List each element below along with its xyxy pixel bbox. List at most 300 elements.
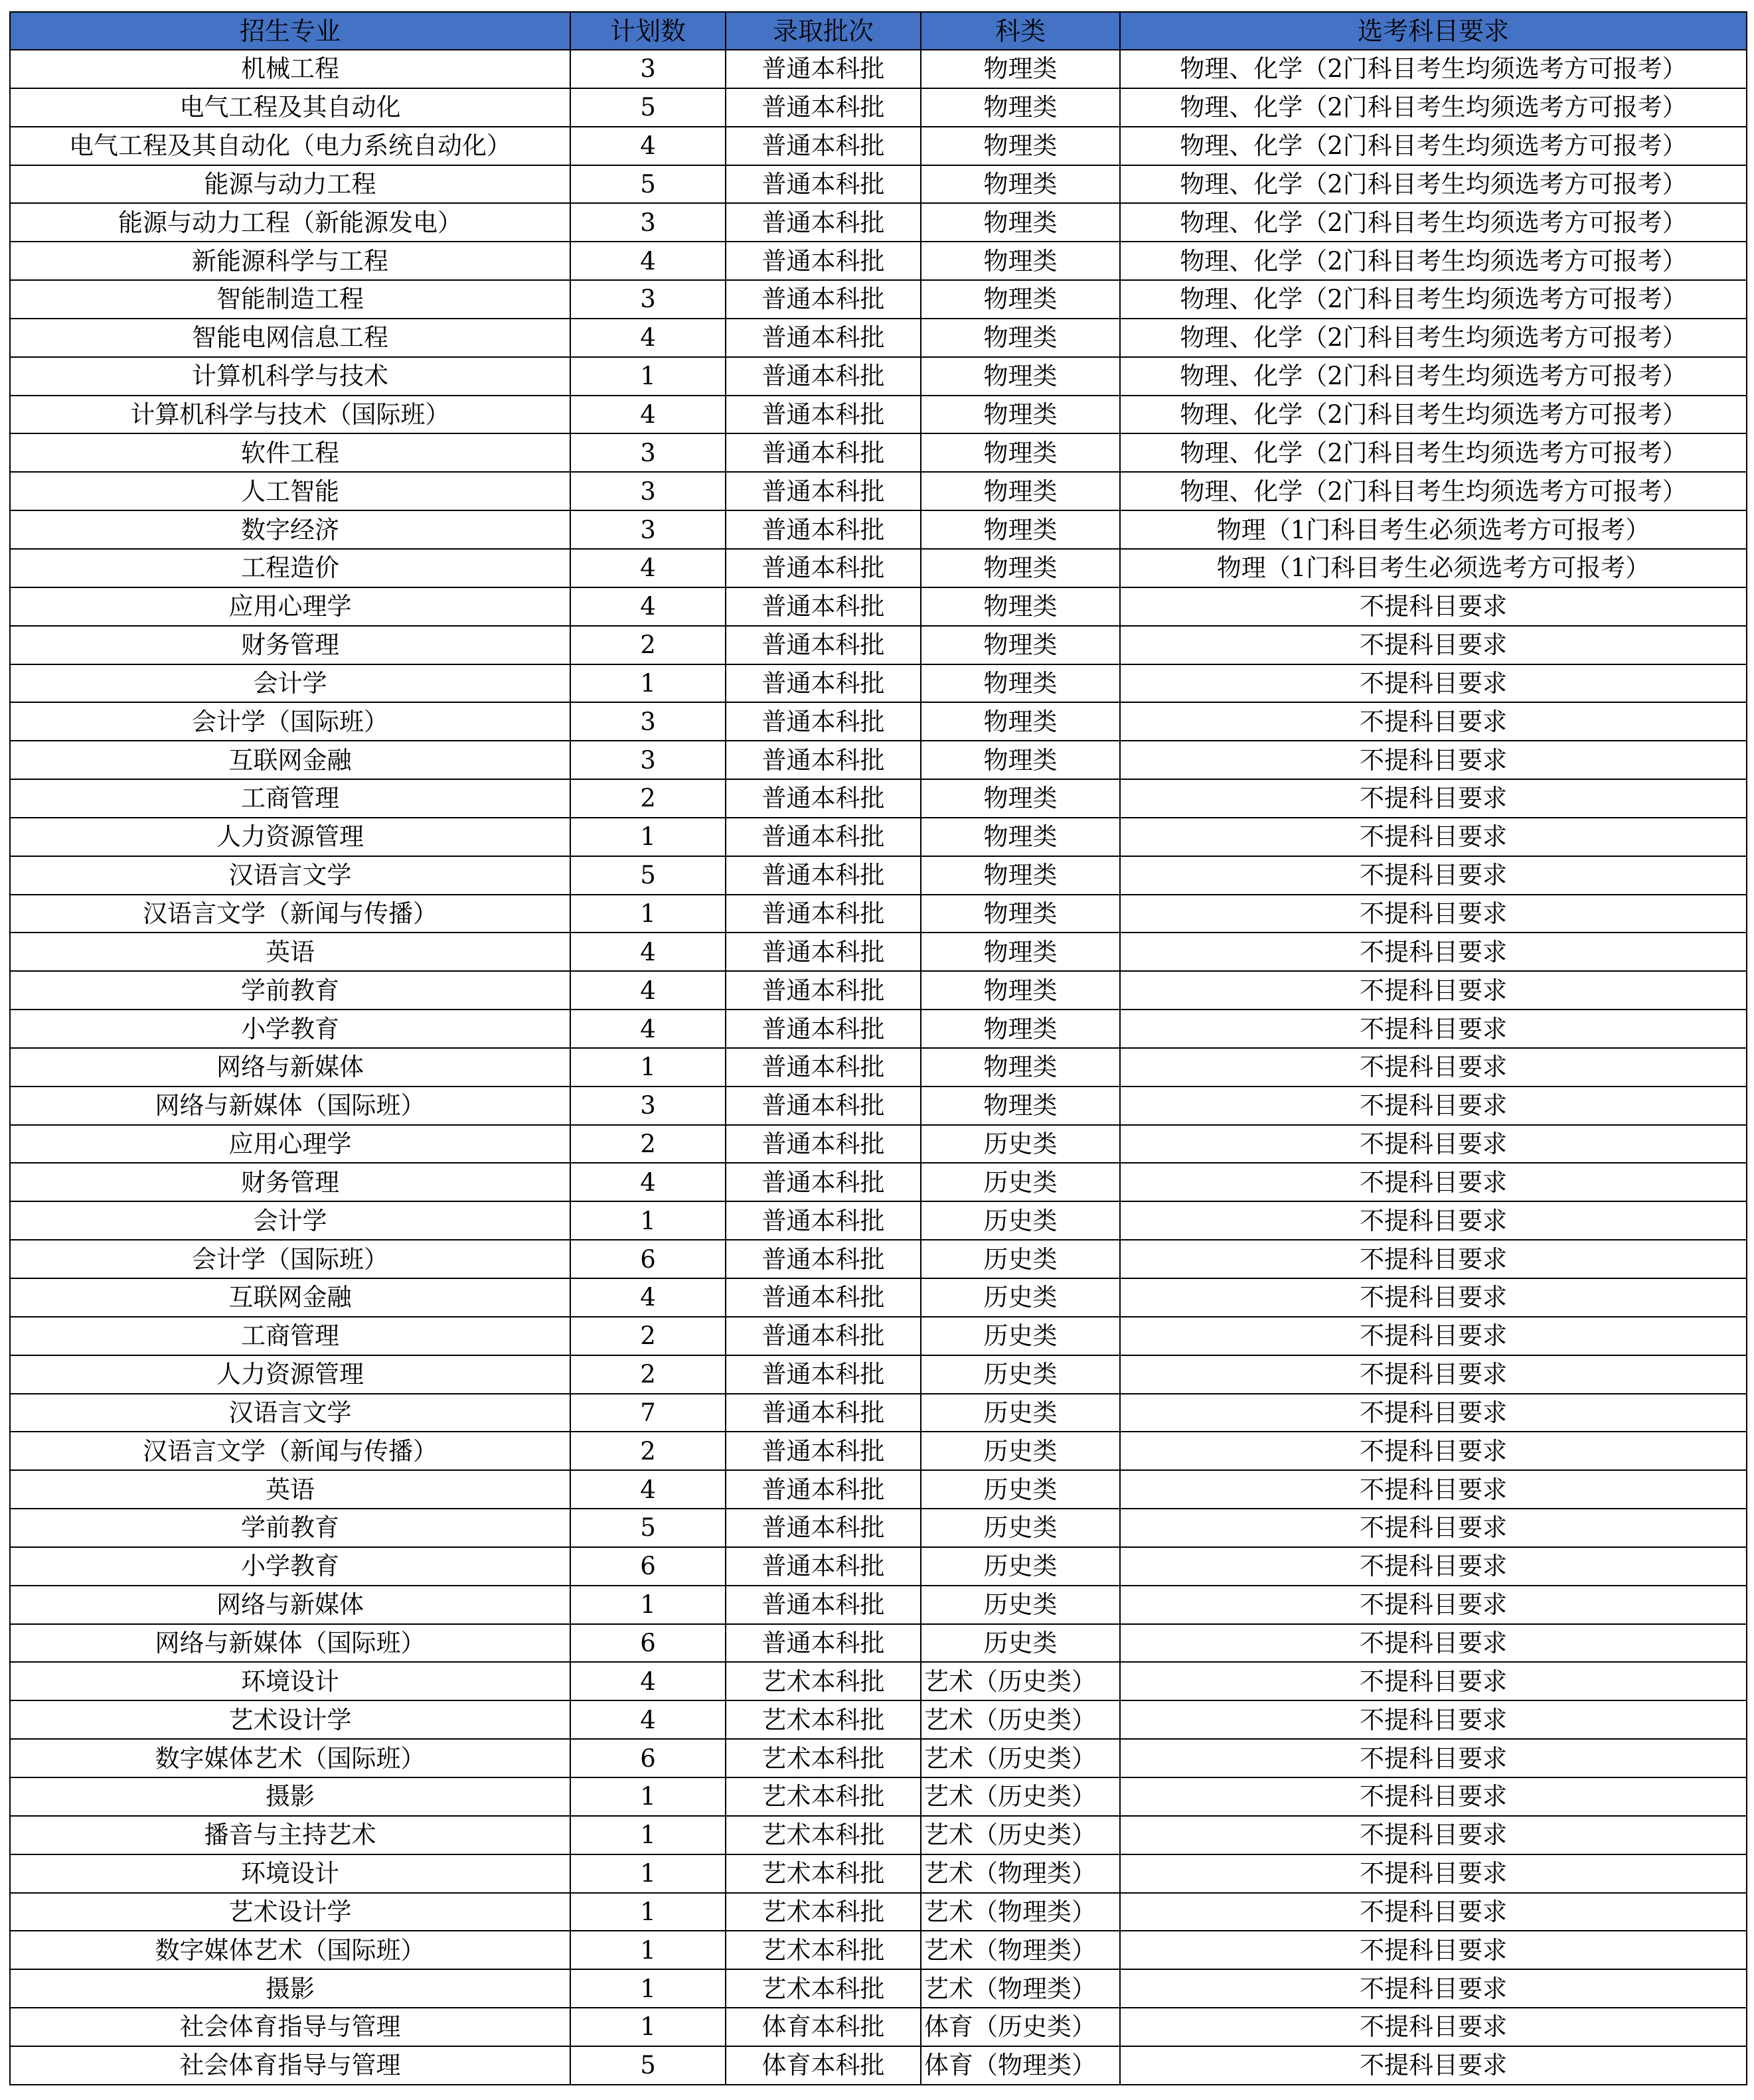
subject-requirement-cell: 不提科目要求 [1120,1854,1747,1893]
category-cell: 艺术（历史类） [921,1777,1120,1816]
plan-count-cell: 4 [570,319,726,357]
table-row [10,472,1747,510]
major-cell: 网络与新媒体 [10,1586,570,1624]
plan-count-cell: 3 [570,472,726,510]
major-cell: 能源与动力工程 [10,165,570,204]
subject-requirement-cell: 不提科目要求 [1120,1201,1747,1240]
table-row [10,1201,1747,1240]
major-cell: 工商管理 [10,779,570,818]
table-row [10,1125,1747,1163]
table-body [10,50,1747,2085]
category-cell: 体育（历史类） [921,2008,1120,2046]
header-row [10,12,1747,50]
subject-requirement-cell: 不提科目要求 [1120,1931,1747,1969]
plan-count-cell: 6 [570,1739,726,1777]
table-row [10,280,1747,319]
admission-batch-cell: 普通本科批 [726,127,921,165]
plan-count-cell: 4 [570,1662,726,1700]
plan-count-cell: 1 [570,664,726,703]
major-cell: 数字经济 [10,510,570,549]
category-cell: 物理类 [921,626,1120,664]
subject-requirement-cell: 不提科目要求 [1120,1048,1747,1087]
table-row [10,895,1747,933]
plan-count-cell: 3 [570,510,726,549]
table-row [10,1739,1747,1777]
table-row [10,50,1747,88]
category-cell: 物理类 [921,895,1120,933]
admission-batch-cell: 普通本科批 [726,1278,921,1317]
table-row [10,1931,1747,1969]
table-row [10,1509,1747,1547]
admission-batch-cell: 艺术本科批 [726,1854,921,1893]
major-cell: 工程造价 [10,549,570,587]
category-cell: 艺术（物理类） [921,1969,1120,2008]
category-cell: 物理类 [921,1087,1120,1125]
plan-count-cell: 1 [570,1201,726,1240]
subject-requirement-cell: 不提科目要求 [1120,1586,1747,1624]
major-cell: 社会体育指导与管理 [10,2046,570,2085]
table-row [10,818,1747,856]
subject-requirement-cell: 不提科目要求 [1120,1087,1747,1125]
category-cell: 历史类 [921,1163,1120,1201]
admission-batch-cell: 普通本科批 [726,895,921,933]
admission-batch-cell: 普通本科批 [726,1586,921,1624]
subject-requirement-cell: 不提科目要求 [1120,1010,1747,1048]
table-row [10,1662,1747,1700]
subject-requirement-cell: 不提科目要求 [1120,1969,1747,2008]
admission-batch-cell: 艺术本科批 [726,1739,921,1777]
plan-count-cell: 6 [570,1240,726,1278]
plan-count-cell: 1 [570,1048,726,1087]
admission-batch-cell: 普通本科批 [726,664,921,703]
table-row [10,549,1747,587]
category-cell: 艺术（历史类） [921,1816,1120,1854]
admission-batch-cell: 普通本科批 [726,1240,921,1278]
major-cell: 会计学 [10,664,570,703]
subject-requirement-cell: 不提科目要求 [1120,741,1747,779]
admission-batch-cell: 普通本科批 [726,280,921,319]
table-row [10,1777,1747,1816]
category-cell: 物理类 [921,779,1120,818]
admission-batch-cell: 普通本科批 [726,319,921,357]
category-cell: 物理类 [921,88,1120,127]
subject-requirement-cell: 不提科目要求 [1120,1240,1747,1278]
header-subject-requirement: 选考科目要求 [1120,12,1747,50]
major-cell: 小学教育 [10,1010,570,1048]
category-cell: 物理类 [921,587,1120,626]
subject-requirement-cell: 物理、化学（2门科目考生均须选考方可报考） [1120,433,1747,472]
major-cell: 小学教育 [10,1547,570,1586]
category-cell: 物理类 [921,510,1120,549]
subject-requirement-cell: 不提科目要求 [1120,1893,1747,1931]
subject-requirement-cell: 物理、化学（2门科目考生均须选考方可报考） [1120,127,1747,165]
subject-requirement-cell: 物理、化学（2门科目考生均须选考方可报考） [1120,165,1747,204]
major-cell: 播音与主持艺术 [10,1816,570,1854]
major-cell: 电气工程及其自动化 [10,88,570,127]
major-cell: 会计学 [10,1201,570,1240]
category-cell: 物理类 [921,433,1120,472]
admission-batch-cell: 普通本科批 [726,1624,921,1663]
admission-batch-cell: 普通本科批 [726,472,921,510]
admission-batch-cell: 普通本科批 [726,510,921,549]
category-cell: 历史类 [921,1201,1120,1240]
table-row [10,1317,1747,1355]
table-row [10,510,1747,549]
subject-requirement-cell: 不提科目要求 [1120,1509,1747,1547]
major-cell: 新能源科学与工程 [10,242,570,280]
admission-batch-cell: 普通本科批 [726,587,921,626]
table-row [10,357,1747,396]
subject-requirement-cell: 不提科目要求 [1120,626,1747,664]
category-cell: 物理类 [921,856,1120,895]
table-row [10,396,1747,434]
major-cell: 汉语言文学 [10,856,570,895]
subject-requirement-cell: 物理、化学（2门科目考生均须选考方可报考） [1120,50,1747,88]
admission-batch-cell: 普通本科批 [726,1087,921,1125]
category-cell: 体育（物理类） [921,2046,1120,2085]
major-cell: 环境设计 [10,1662,570,1700]
major-cell: 数字媒体艺术（国际班） [10,1739,570,1777]
plan-count-cell: 5 [570,2046,726,2085]
subject-requirement-cell: 物理、化学（2门科目考生均须选考方可报考） [1120,203,1747,242]
subject-requirement-cell: 不提科目要求 [1120,1125,1747,1163]
category-cell: 物理类 [921,203,1120,242]
admission-batch-cell: 普通本科批 [726,1394,921,1432]
table-row [10,1624,1747,1663]
category-cell: 物理类 [921,127,1120,165]
table-row [10,933,1747,971]
plan-count-cell: 1 [570,1816,726,1854]
subject-requirement-cell: 不提科目要求 [1120,1432,1747,1470]
major-cell: 应用心理学 [10,587,570,626]
admission-batch-cell: 艺术本科批 [726,1893,921,1931]
plan-count-cell: 4 [570,127,726,165]
category-cell: 艺术（物理类） [921,1931,1120,1969]
major-cell: 智能制造工程 [10,280,570,319]
table-row [10,1278,1747,1317]
table-row [10,779,1747,818]
admission-batch-cell: 普通本科批 [726,1355,921,1394]
plan-count-cell: 4 [570,1010,726,1048]
category-cell: 历史类 [921,1547,1120,1586]
admission-batch-cell: 普通本科批 [726,1163,921,1201]
major-cell: 财务管理 [10,1163,570,1201]
table-row [10,1854,1747,1893]
header-category: 科类 [921,12,1120,50]
category-cell: 历史类 [921,1317,1120,1355]
plan-count-cell: 4 [570,1278,726,1317]
category-cell: 历史类 [921,1355,1120,1394]
major-cell: 工商管理 [10,1317,570,1355]
table-row [10,1394,1747,1432]
plan-count-cell: 1 [570,1931,726,1969]
admission-batch-cell: 普通本科批 [726,50,921,88]
major-cell: 会计学（国际班） [10,1240,570,1278]
category-cell: 物理类 [921,50,1120,88]
category-cell: 历史类 [921,1432,1120,1470]
major-cell: 计算机科学与技术 [10,357,570,396]
header-plan-count: 计划数 [570,12,726,50]
admission-batch-cell: 普通本科批 [726,1432,921,1470]
plan-count-cell: 3 [570,280,726,319]
category-cell: 物理类 [921,1048,1120,1087]
subject-requirement-cell: 物理、化学（2门科目考生均须选考方可报考） [1120,319,1747,357]
major-cell: 人工智能 [10,472,570,510]
category-cell: 物理类 [921,971,1120,1010]
subject-requirement-cell: 不提科目要求 [1120,1547,1747,1586]
admission-batch-cell: 普通本科批 [726,433,921,472]
plan-count-cell: 3 [570,203,726,242]
subject-requirement-cell: 不提科目要求 [1120,1278,1747,1317]
plan-count-cell: 1 [570,2008,726,2046]
plan-count-cell: 7 [570,1394,726,1432]
table-row [10,1470,1747,1509]
admission-batch-cell: 普通本科批 [726,549,921,587]
plan-count-cell: 2 [570,1317,726,1355]
subject-requirement-cell: 物理、化学（2门科目考生均须选考方可报考） [1120,357,1747,396]
table-row [10,2046,1747,2085]
major-cell: 摄影 [10,1969,570,2008]
plan-count-cell: 6 [570,1547,726,1586]
table-row [10,702,1747,741]
category-cell: 物理类 [921,319,1120,357]
table-row [10,1432,1747,1470]
table-row [10,165,1747,204]
major-cell: 环境设计 [10,1854,570,1893]
category-cell: 历史类 [921,1509,1120,1547]
admission-batch-cell: 艺术本科批 [726,1816,921,1854]
major-cell: 艺术设计学 [10,1700,570,1739]
category-cell: 物理类 [921,396,1120,434]
subject-requirement-cell: 不提科目要求 [1120,1816,1747,1854]
plan-count-cell: 4 [570,933,726,971]
subject-requirement-cell: 不提科目要求 [1120,779,1747,818]
table-row [10,1355,1747,1394]
table-row [10,1010,1747,1048]
subject-requirement-cell: 物理、化学（2门科目考生均须选考方可报考） [1120,242,1747,280]
major-cell: 摄影 [10,1777,570,1816]
table-row [10,242,1747,280]
category-cell: 物理类 [921,472,1120,510]
major-cell: 计算机科学与技术（国际班） [10,396,570,434]
table-row [10,664,1747,703]
subject-requirement-cell: 不提科目要求 [1120,933,1747,971]
subject-requirement-cell: 不提科目要求 [1120,664,1747,703]
category-cell: 历史类 [921,1125,1120,1163]
category-cell: 历史类 [921,1394,1120,1432]
plan-count-cell: 3 [570,433,726,472]
table-row [10,2008,1747,2046]
major-cell: 财务管理 [10,626,570,664]
plan-count-cell: 1 [570,1586,726,1624]
major-cell: 应用心理学 [10,1125,570,1163]
plan-count-cell: 4 [570,1470,726,1509]
enrollment-plan-sheet [9,11,1746,2085]
subject-requirement-cell: 不提科目要求 [1120,971,1747,1010]
table-row [10,1700,1747,1739]
plan-count-cell: 2 [570,1432,726,1470]
plan-count-cell: 5 [570,1509,726,1547]
plan-count-cell: 1 [570,1777,726,1816]
subject-requirement-cell: 物理、化学（2门科目考生均须选考方可报考） [1120,88,1747,127]
major-cell: 智能电网信息工程 [10,319,570,357]
table-row [10,626,1747,664]
category-cell: 物理类 [921,165,1120,204]
category-cell: 物理类 [921,1010,1120,1048]
major-cell: 软件工程 [10,433,570,472]
admission-batch-cell: 普通本科批 [726,1010,921,1048]
plan-count-cell: 5 [570,88,726,127]
category-cell: 物理类 [921,741,1120,779]
major-cell: 互联网金融 [10,1278,570,1317]
admission-batch-cell: 普通本科批 [726,203,921,242]
admission-batch-cell: 普通本科批 [726,702,921,741]
subject-requirement-cell: 物理（1门科目考生必须选考方可报考） [1120,510,1747,549]
category-cell: 历史类 [921,1240,1120,1278]
table-row [10,1586,1747,1624]
category-cell: 历史类 [921,1624,1120,1663]
category-cell: 物理类 [921,664,1120,703]
category-cell: 历史类 [921,1278,1120,1317]
major-cell: 人力资源管理 [10,1355,570,1394]
plan-count-cell: 6 [570,1624,726,1663]
header-major: 招生专业 [10,12,570,50]
table-row [10,88,1747,127]
plan-count-cell: 1 [570,1969,726,2008]
plan-count-cell: 4 [570,549,726,587]
major-cell: 英语 [10,933,570,971]
major-cell: 网络与新媒体 [10,1048,570,1087]
plan-count-cell: 4 [570,587,726,626]
admission-batch-cell: 普通本科批 [726,933,921,971]
category-cell: 艺术（物理类） [921,1854,1120,1893]
plan-count-cell: 2 [570,626,726,664]
header-admission-batch: 录取批次 [726,12,921,50]
major-cell: 学前教育 [10,1509,570,1547]
plan-count-cell: 2 [570,1355,726,1394]
subject-requirement-cell: 不提科目要求 [1120,1317,1747,1355]
admission-batch-cell: 普通本科批 [726,1470,921,1509]
plan-count-cell: 4 [570,396,726,434]
subject-requirement-cell: 不提科目要求 [1120,587,1747,626]
subject-requirement-cell: 不提科目要求 [1120,1470,1747,1509]
major-cell: 汉语言文学（新闻与传播） [10,895,570,933]
category-cell: 历史类 [921,1470,1120,1509]
major-cell: 电气工程及其自动化（电力系统自动化） [10,127,570,165]
category-cell: 物理类 [921,357,1120,396]
category-cell: 物理类 [921,702,1120,741]
subject-requirement-cell: 物理、化学（2门科目考生均须选考方可报考） [1120,472,1747,510]
admission-batch-cell: 艺术本科批 [726,1931,921,1969]
plan-count-cell: 4 [570,1700,726,1739]
major-cell: 数字媒体艺术（国际班） [10,1931,570,1969]
table-row [10,971,1747,1010]
subject-requirement-cell: 不提科目要求 [1120,1662,1747,1700]
plan-count-cell: 2 [570,1125,726,1163]
major-cell: 汉语言文学（新闻与传播） [10,1432,570,1470]
admission-batch-cell: 普通本科批 [726,396,921,434]
major-cell: 互联网金融 [10,741,570,779]
plan-count-cell: 4 [570,971,726,1010]
admission-batch-cell: 艺术本科批 [726,1662,921,1700]
table-row [10,1087,1747,1125]
plan-count-cell: 3 [570,1087,726,1125]
major-cell: 英语 [10,1470,570,1509]
admission-batch-cell: 普通本科批 [726,165,921,204]
admission-batch-cell: 普通本科批 [726,741,921,779]
subject-requirement-cell: 不提科目要求 [1120,1624,1747,1663]
category-cell: 艺术（历史类） [921,1739,1120,1777]
major-cell: 汉语言文学 [10,1394,570,1432]
table-row [10,203,1747,242]
admission-batch-cell: 体育本科批 [726,2046,921,2085]
subject-requirement-cell: 物理、化学（2门科目考生均须选考方可报考） [1120,396,1747,434]
subject-requirement-cell: 不提科目要求 [1120,895,1747,933]
category-cell: 艺术（历史类） [921,1662,1120,1700]
category-cell: 物理类 [921,818,1120,856]
major-cell: 社会体育指导与管理 [10,2008,570,2046]
admission-batch-cell: 普通本科批 [726,357,921,396]
subject-requirement-cell: 物理、化学（2门科目考生均须选考方可报考） [1120,280,1747,319]
plan-count-cell: 3 [570,741,726,779]
major-cell: 人力资源管理 [10,818,570,856]
major-cell: 网络与新媒体（国际班） [10,1624,570,1663]
subject-requirement-cell: 不提科目要求 [1120,1700,1747,1739]
subject-requirement-cell: 不提科目要求 [1120,856,1747,895]
category-cell: 艺术（物理类） [921,1893,1120,1931]
table-row [10,741,1747,779]
plan-count-cell: 1 [570,1893,726,1931]
category-cell: 物理类 [921,242,1120,280]
enrollment-plan-table [9,11,1747,2085]
major-cell: 网络与新媒体（国际班） [10,1087,570,1125]
subject-requirement-cell: 不提科目要求 [1120,2046,1747,2085]
table-row [10,127,1747,165]
category-cell: 艺术（历史类） [921,1700,1120,1739]
table-row [10,1048,1747,1087]
admission-batch-cell: 普通本科批 [726,1317,921,1355]
category-cell: 历史类 [921,1586,1120,1624]
category-cell: 物理类 [921,549,1120,587]
admission-batch-cell: 普通本科批 [726,88,921,127]
table-row [10,1893,1747,1931]
plan-count-cell: 1 [570,818,726,856]
table-row [10,433,1747,472]
admission-batch-cell: 普通本科批 [726,626,921,664]
major-cell: 能源与动力工程（新能源发电） [10,203,570,242]
admission-batch-cell: 普通本科批 [726,1201,921,1240]
plan-count-cell: 1 [570,1854,726,1893]
admission-batch-cell: 体育本科批 [726,2008,921,2046]
table-row [10,856,1747,895]
admission-batch-cell: 艺术本科批 [726,1700,921,1739]
plan-count-cell: 4 [570,242,726,280]
admission-batch-cell: 艺术本科批 [726,1969,921,2008]
admission-batch-cell: 普通本科批 [726,779,921,818]
admission-batch-cell: 普通本科批 [726,1547,921,1586]
subject-requirement-cell: 不提科目要求 [1120,1394,1747,1432]
admission-batch-cell: 普通本科批 [726,1509,921,1547]
table-row [10,1547,1747,1586]
plan-count-cell: 5 [570,165,726,204]
admission-batch-cell: 普通本科批 [726,242,921,280]
category-cell: 物理类 [921,280,1120,319]
subject-requirement-cell: 不提科目要求 [1120,1163,1747,1201]
admission-batch-cell: 普通本科批 [726,818,921,856]
subject-requirement-cell: 不提科目要求 [1120,1355,1747,1394]
plan-count-cell: 3 [570,702,726,741]
table-row [10,1816,1747,1854]
